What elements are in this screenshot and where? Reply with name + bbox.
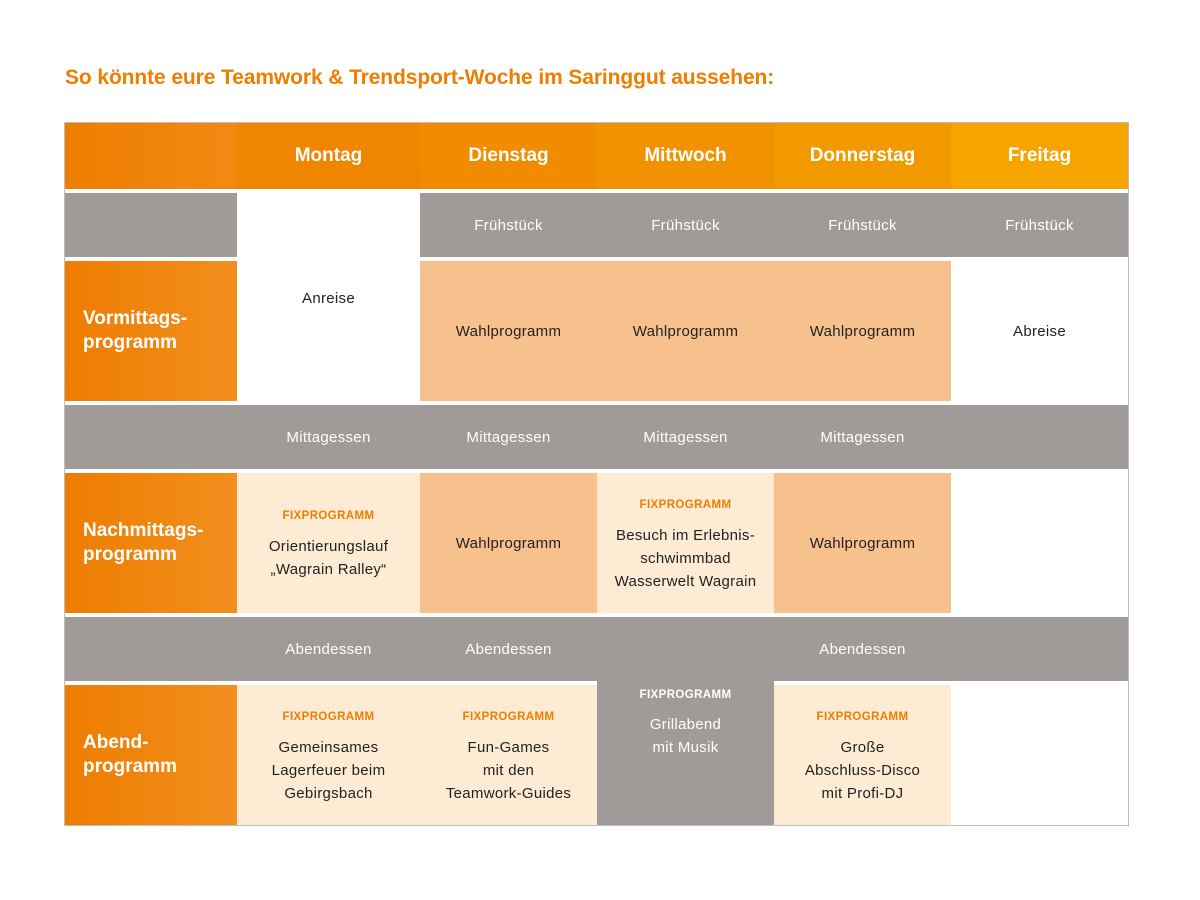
cell-montag-anreise: Anreise (237, 193, 420, 405)
cell-dienstag-nachmittag: Wahlprogramm (420, 473, 597, 613)
cell-freitag-abreise: Abreise (951, 257, 1128, 405)
fixprogramm-label: FIXPROGRAMM (816, 710, 909, 723)
cell-dienstag-mittagessen: Mittagessen (420, 405, 597, 469)
cell-montag-nachmittag-text: Orientierungslauf „Wagrain Ralley“ (268, 538, 389, 578)
cell-freitag-abend (951, 681, 1128, 825)
dinner-row-label (65, 617, 237, 681)
cell-donnerstag-abendessen: Abendessen (774, 617, 951, 681)
row-label-abend-text: Abend- programm (83, 732, 177, 777)
cell-mittwoch-abend-text: Grillabend mit Musik (649, 715, 722, 756)
cell-montag-abend-text: Gemeinsames Lagerfeuer beim Gebirgsbach (271, 738, 386, 802)
cell-montag-abend (237, 685, 420, 825)
cell-donnerstag-vormittag: Wahlprogramm (774, 261, 951, 401)
cell-mittwoch-vormittag: Wahlprogramm (597, 261, 774, 401)
row-label-vormittag-text: Vormittags- programm (83, 308, 188, 353)
cell-montag-mittagessen: Mittagessen (237, 405, 420, 469)
page-title: So könnte eure Teamwork & Trendsport-Woche im Saringgut aussehen: (65, 66, 775, 89)
cell-donnerstag-nachmittag: Wahlprogramm (774, 473, 951, 613)
cell-freitag-nachmittag (951, 469, 1128, 617)
fixprogramm-label: FIXPROGRAMM (282, 510, 375, 522)
cell-mittwoch-grillabend (597, 617, 774, 825)
cell-dienstag-vormittag: Wahlprogramm (420, 261, 597, 401)
cell-freitag-fruehstueck: Frühstück (951, 193, 1128, 257)
cell-mittwoch-nachmittag-text: Besuch im Erlebnis- schwimmbad Wasserwelt Wagrain (614, 526, 757, 590)
fixprogramm-label: FIXPROGRAMM (639, 498, 732, 511)
cell-donnerstag-abend (774, 685, 951, 825)
cell-dienstag-abend (420, 685, 597, 825)
cell-dienstag-abend-text: Fun-Games mit den Teamwork-Guides (445, 738, 572, 802)
header-corner-cell (65, 123, 237, 189)
lunch-row-label (65, 405, 237, 469)
header-day-freitag: Freitag (951, 123, 1128, 189)
fixprogramm-label: FIXPROGRAMM (462, 710, 555, 723)
breakfast-row-label (65, 193, 237, 257)
cell-dienstag-fruehstueck: Frühstück (420, 193, 597, 257)
header-day-mittwoch: Mittwoch (597, 123, 774, 189)
row-label-nachmittag (65, 473, 237, 613)
row-label-vormittag (65, 261, 237, 401)
cell-donnerstag-abend-text: Große Abschluss-Disco mit Profi-DJ (804, 738, 921, 802)
cell-donnerstag-mittagessen: Mittagessen (774, 405, 951, 469)
header-day-donnerstag: Donnerstag (774, 123, 951, 189)
fixprogramm-label: FIXPROGRAMM (639, 688, 732, 701)
row-label-abend (65, 685, 237, 825)
cell-freitag-mittagessen (951, 405, 1128, 469)
cell-donnerstag-fruehstueck: Frühstück (774, 193, 951, 257)
cell-montag-nachmittag (237, 473, 420, 613)
cell-freitag-abendessen (951, 617, 1128, 681)
fixprogramm-label: FIXPROGRAMM (282, 710, 375, 723)
header-day-montag: Montag (237, 123, 420, 189)
header-day-dienstag: Dienstag (420, 123, 597, 189)
row-label-nachmittag-text: Nachmittags- programm (83, 520, 204, 565)
cell-mittwoch-fruehstueck: Frühstück (597, 193, 774, 257)
cell-mittwoch-nachmittag (597, 473, 774, 613)
schedule-table (64, 122, 1129, 826)
cell-montag-abendessen: Abendessen (237, 617, 420, 681)
cell-mittwoch-mittagessen: Mittagessen (597, 405, 774, 469)
cell-dienstag-abendessen: Abendessen (420, 617, 597, 681)
